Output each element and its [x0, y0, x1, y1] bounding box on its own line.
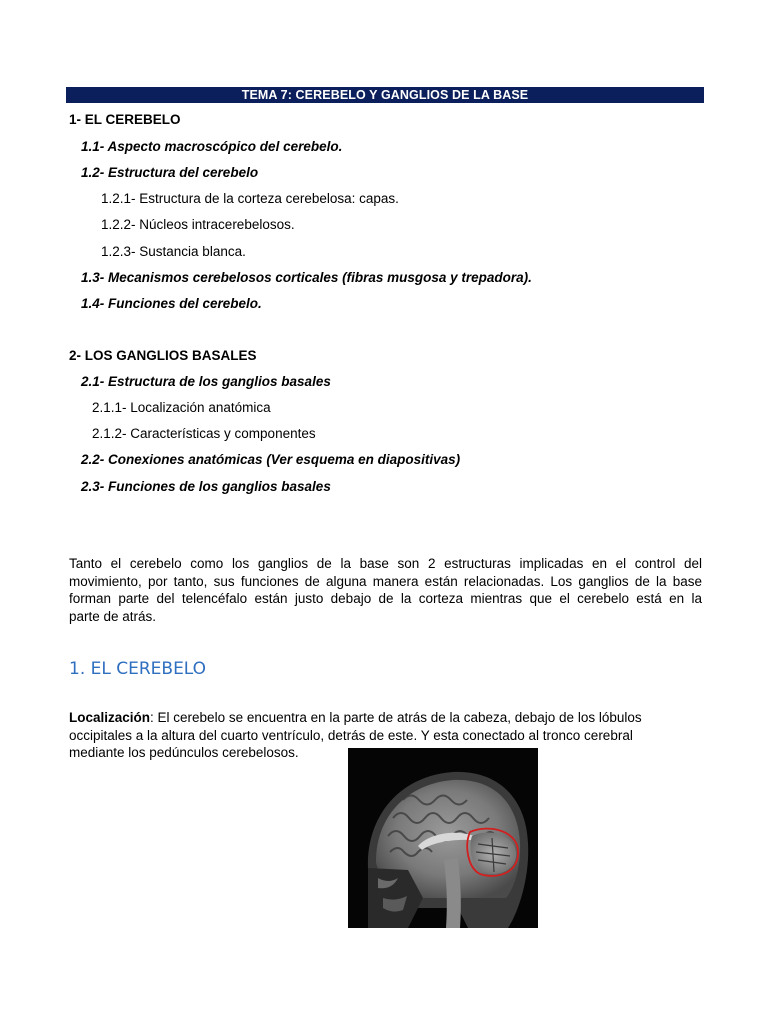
outline-item: 1.2.1- Estructura de la corteza cerebelosa: capas.: [101, 191, 399, 206]
localizacion-text: : El cerebelo se encuentra en la parte de atrás de la cabeza, debajo de los lóbulos: [150, 710, 642, 725]
outline-item: 1.2.3- Sustancia blanca.: [101, 244, 246, 259]
outline-item: 1.1- Aspecto macroscópico del cerebelo.: [81, 139, 343, 154]
outline-item: 1- EL CEREBELO: [69, 112, 181, 127]
outline-item: 2.1.2- Características y componentes: [92, 426, 316, 441]
outline-item: 1.3- Mecanismos cerebelosos corticales (fibras musgosa y trepadora).: [81, 270, 532, 285]
outline-item: 2- LOS GANGLIOS BASALES: [69, 348, 257, 363]
outline-item: 2.1- Estructura de los ganglios basales: [81, 374, 331, 389]
outline-item: 1.2- Estructura del cerebelo: [81, 165, 259, 180]
localizacion-label: Localización: [69, 710, 151, 725]
outline-item: 1.2.2- Núcleos intracerebelosos.: [101, 217, 295, 232]
paragraph-line: occipitales a la altura del cuarto ventrículo, detrás de este. Y esta conectado al tronco cerebral: [69, 727, 633, 743]
document-title-bar: [66, 87, 704, 103]
outline-item: 2.2- Conexiones anatómicas (Ver esquema en diapositivas): [81, 452, 461, 467]
document-title: TEMA 7: CEREBELO Y GANGLIOS DE LA BASE: [241, 88, 529, 102]
outline-item: 2.3- Funciones de los ganglios basales: [81, 479, 331, 494]
paragraph-line: [69, 709, 669, 727]
outline-item: 1.4- Funciones del cerebelo.: [81, 296, 262, 311]
intro-paragraph: [69, 555, 702, 625]
mri-sagittal-brain-icon: [348, 748, 538, 928]
paragraph-line: Tanto el cerebelo como los ganglios de la base son 2 estructuras implicadas en el control del: [69, 556, 702, 571]
paragraph-line: movimiento, por tanto, sus funciones de alguna manera están relacionadas. Los ganglios de la base: [69, 573, 702, 589]
paragraph-line: mediante los pedúnculos cerebelosos.: [69, 745, 299, 760]
paragraph-line: forman parte del telencéfalo están justo debajo de la corteza mientras que el cerebelo está en la: [69, 591, 702, 606]
paragraph-line: parte de atrás.: [69, 608, 157, 624]
outline-item: 2.1.1- Localización anatómica: [92, 400, 271, 415]
section-heading: 1. EL CEREBELO: [69, 659, 207, 679]
mri-brain-image: [348, 748, 538, 928]
